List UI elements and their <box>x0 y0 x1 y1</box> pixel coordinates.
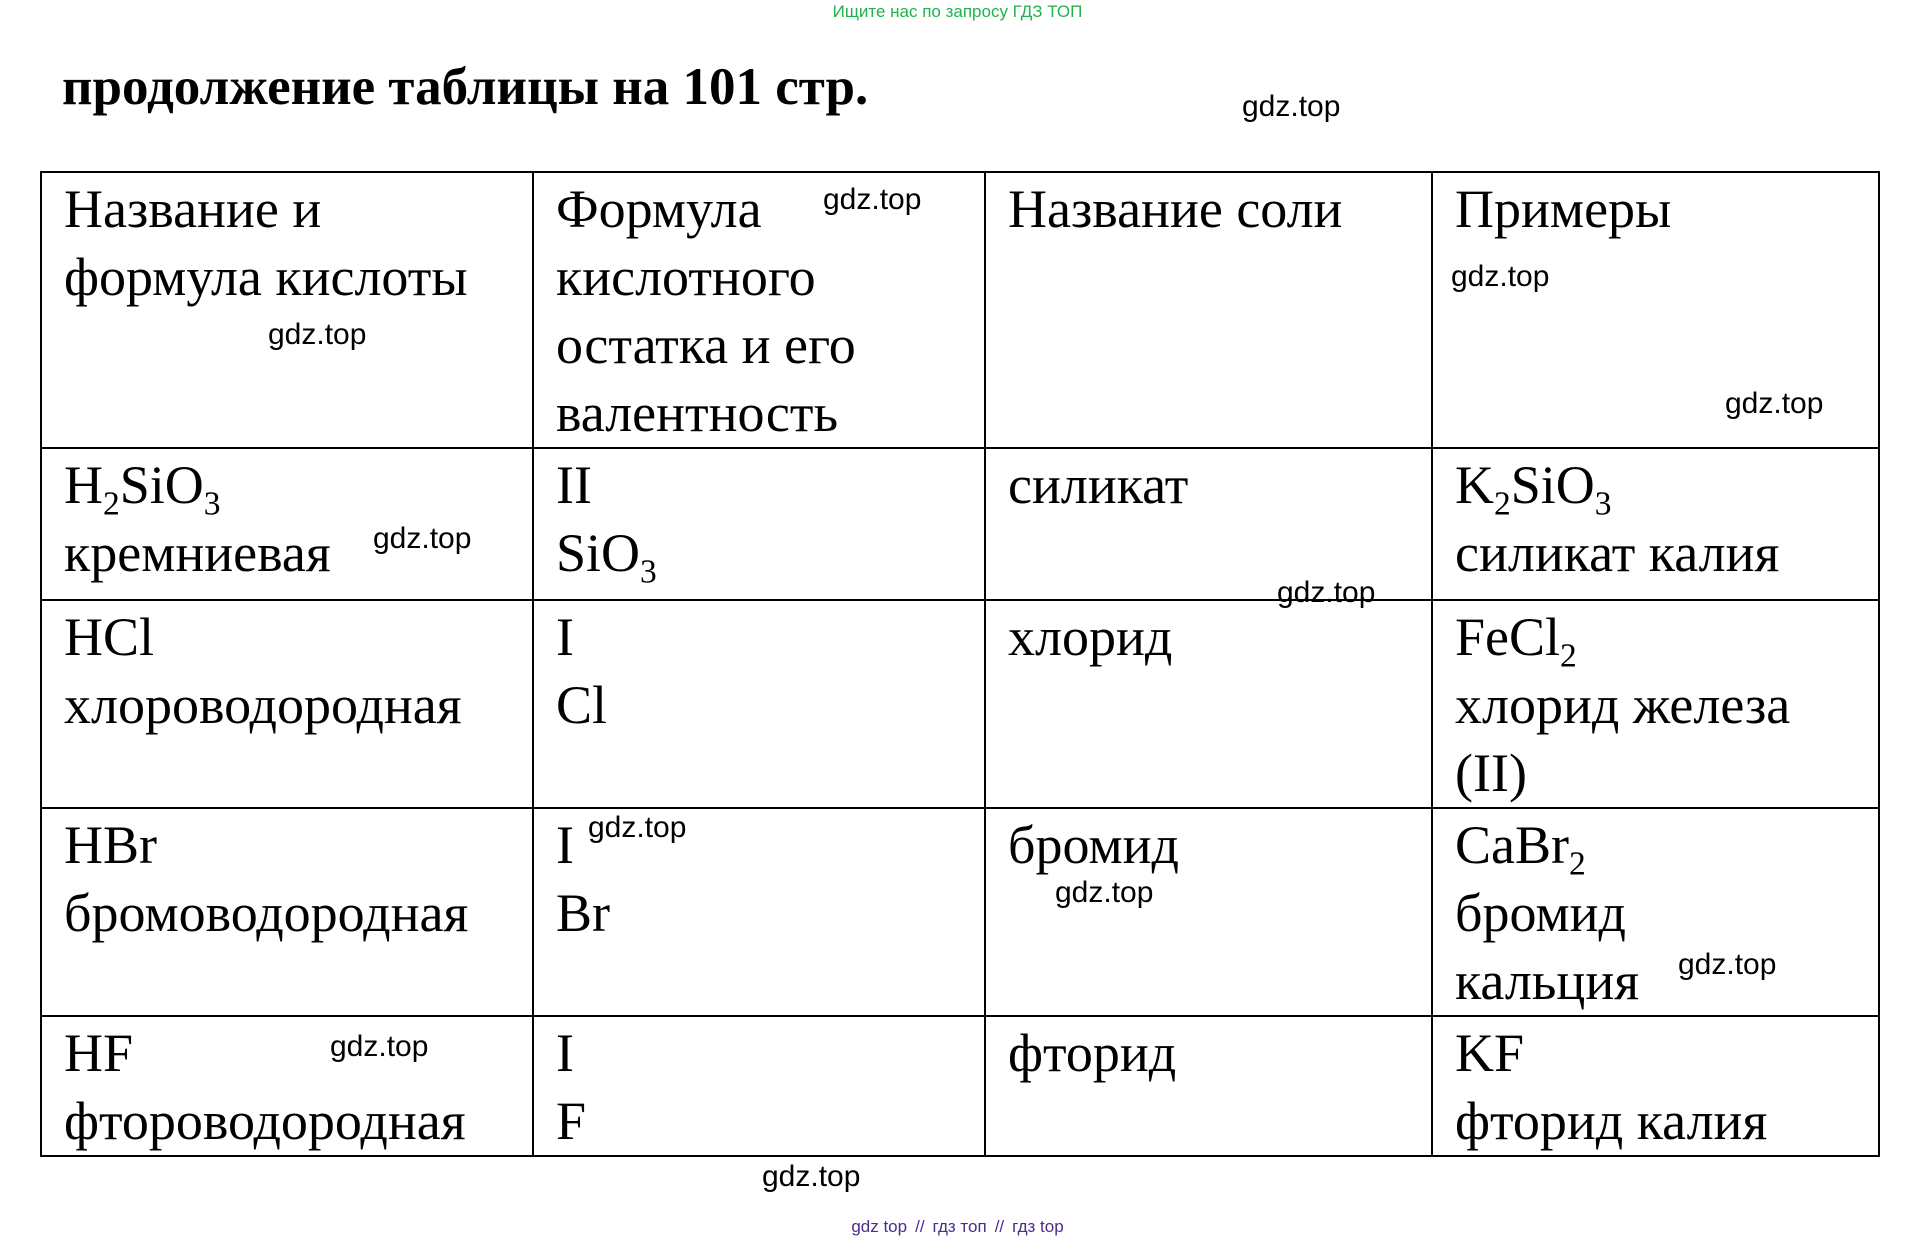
footer-item[interactable]: gdz top <box>851 1217 908 1236</box>
acid-formula: HF <box>64 1023 134 1083</box>
example-formula: KF <box>1455 1023 1525 1083</box>
example-name: хлорид железа <box>1455 675 1791 735</box>
residue-formula: SiO$_3$ <box>556 523 657 591</box>
cell-residue <box>533 448 985 600</box>
footer-item[interactable]: гдз топ <box>932 1217 987 1236</box>
residue-formula: F <box>556 1091 587 1151</box>
table-row <box>41 448 1879 600</box>
valence: I <box>556 1023 574 1083</box>
table-row <box>41 1016 1879 1156</box>
watermark: gdz.top <box>1451 260 1550 293</box>
acid-formula: HCl <box>64 607 155 667</box>
watermark: gdz.top <box>1242 90 1341 123</box>
example-name: (II) <box>1455 743 1527 803</box>
cell-residue <box>533 1016 985 1156</box>
cell-salt: бромид <box>985 808 1432 1016</box>
cell-acid <box>41 808 533 1016</box>
table-row <box>41 808 1879 1016</box>
valence: I <box>556 815 574 875</box>
watermark: gdz.top <box>823 183 922 216</box>
acid-formula: $H_2SiO_3$ <box>64 455 221 523</box>
example-name: фторид калия <box>1455 1091 1768 1151</box>
cell-salt: силикат <box>985 448 1432 600</box>
top-search-note: Ищите нас по запросу ГДЗ ТОП <box>832 2 1083 21</box>
cell-acid <box>41 600 533 808</box>
example-name: бромид <box>1455 883 1626 943</box>
table-row <box>41 600 1879 808</box>
acid-name: хлороводородная <box>64 675 462 735</box>
cell-acid <box>41 1016 533 1156</box>
watermark: gdz.top <box>1055 876 1154 909</box>
watermark: gdz.top <box>268 318 367 351</box>
acid-formula: HBr <box>64 815 157 875</box>
table-header-row <box>41 172 1879 448</box>
cell-example <box>1432 600 1879 808</box>
valence: I <box>556 607 574 667</box>
footer-links <box>0 1217 1915 1237</box>
residue-formula: Br <box>556 883 610 943</box>
page-title: продолжение таблицы на 101 стр. <box>62 58 869 116</box>
watermark: gdz.top <box>1678 948 1777 981</box>
acid-name: кремниевая <box>64 523 331 583</box>
watermark: gdz.top <box>588 811 687 844</box>
cell-example <box>1432 808 1879 1016</box>
footer-separator: // <box>915 1217 925 1236</box>
residue-formula: Cl <box>556 675 608 735</box>
watermark: gdz.top <box>373 522 472 555</box>
example-formula: FeCl$_2$ <box>1455 607 1577 675</box>
watermark: gdz.top <box>1725 387 1824 420</box>
example-name: кальция <box>1455 951 1640 1011</box>
example-formula: $K_2SiO_3$ <box>1455 455 1612 523</box>
footer-separator: // <box>994 1217 1005 1236</box>
watermark: gdz.top <box>1277 576 1376 609</box>
cell-residue <box>533 600 985 808</box>
example-name: силикат калия <box>1455 523 1780 583</box>
valence: II <box>556 455 592 515</box>
acid-name: фтороводородная <box>64 1091 466 1151</box>
acid-name: бромоводородная <box>64 883 469 943</box>
header-acid: Название и формула кислоты <box>41 172 533 448</box>
header-salt-name: Название соли <box>985 172 1432 448</box>
cell-salt: фторид <box>985 1016 1432 1156</box>
watermark: gdz.top <box>330 1030 429 1063</box>
cell-example <box>1432 1016 1879 1156</box>
watermark: gdz.top <box>762 1160 861 1193</box>
example-formula: CaBr$_2$ <box>1455 815 1586 883</box>
header-residue: Формула кислотного остатка и его валентность <box>533 172 985 448</box>
cell-salt: хлорид <box>985 600 1432 808</box>
cell-example <box>1432 448 1879 600</box>
header-examples: Примеры <box>1432 172 1879 448</box>
footer-item[interactable]: гдз top <box>1012 1217 1064 1236</box>
